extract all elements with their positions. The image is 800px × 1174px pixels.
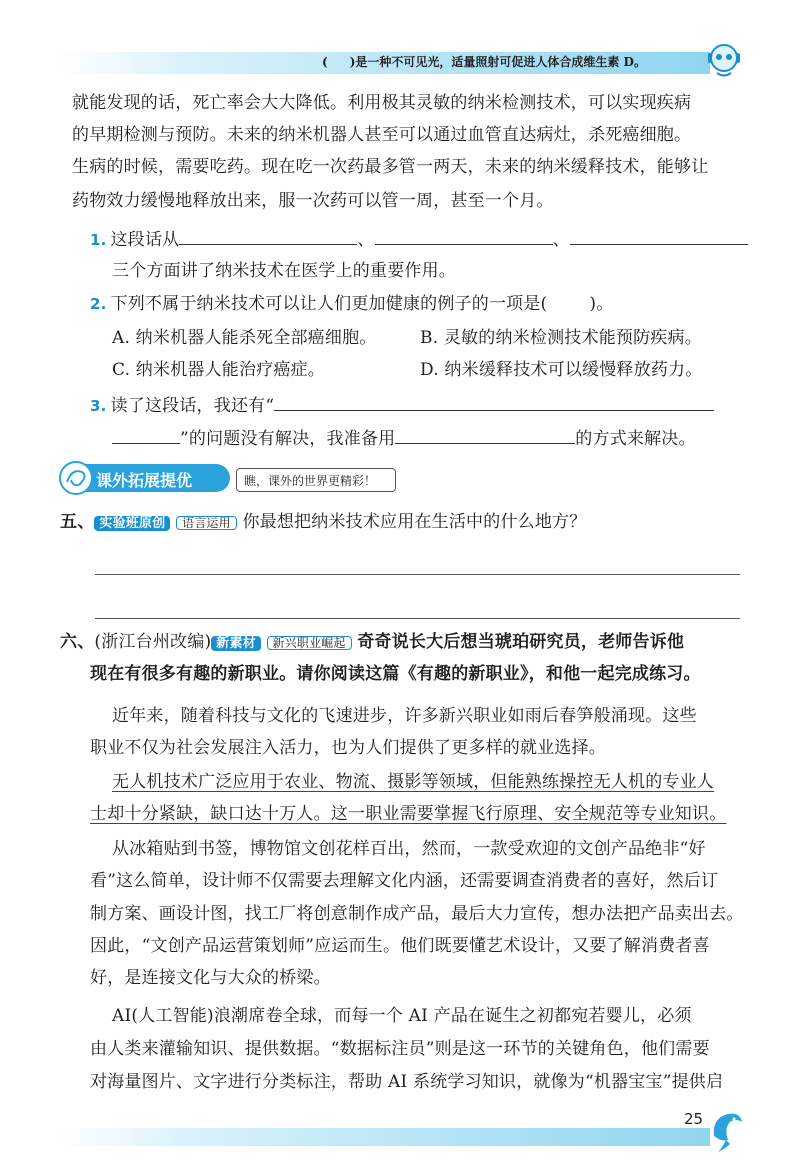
passage2-line: 好，是连接文化与大众的桥梁。 xyxy=(90,968,331,988)
section-slogan: 瞧，课外的世界更精彩！ xyxy=(244,474,377,488)
passage2-line: 看”这么简单，设计师不仅需要去理解文化内涵，还需要调查消费者的喜好，然后订 xyxy=(90,871,719,891)
dolphin-icon xyxy=(706,1106,746,1156)
option-b: B. 灵敏的纳米检测技术能预防疾病。 xyxy=(420,328,702,348)
passage2-line: 职业不仅为社会发展注入活力，也为人们提供了更多样的就业选择。 xyxy=(90,738,606,758)
badge-category: 语言运用 xyxy=(176,516,237,530)
badge-original: 实验班原创 xyxy=(94,516,170,531)
answer-blank[interactable] xyxy=(395,442,575,444)
option-a: A. 纳米机器人能杀死全部癌细胞。 xyxy=(112,328,377,348)
badge-topic: 新兴职业崛起 xyxy=(267,636,352,650)
passage2-line: 近年来，随着科技与文化的飞速进步，许多新兴职业如雨后春笋般涌现。这些 xyxy=(112,706,697,726)
answer-blank[interactable] xyxy=(274,409,714,411)
question-1-cont: 三个方面讲了纳米技术在医学上的重要作用。 xyxy=(112,261,456,281)
passage2-line: 因此，“文创产品运营策划师”应运而生。他们既要懂艺术设计，又要了解消费者喜 xyxy=(90,936,710,956)
passage1-line: 就能发现的话，死亡率会大大降低。利用极其灵敏的纳米检测技术，可以实现疾病 xyxy=(72,93,692,113)
question-3: 3. 读了这段话，我还有“ xyxy=(90,398,714,415)
question-3-cont: ”的问题没有解决，我准备用 的方式来解决。 xyxy=(112,431,696,448)
passage2-line-underlined: 无人机技术广泛应用于农业、物流、摄影等领域，但能熟练操控无人机的专业人 xyxy=(112,772,714,792)
answer-line[interactable] xyxy=(95,618,740,619)
answer-blank[interactable] xyxy=(179,243,357,245)
section-banner-title: 课外拓展提优 xyxy=(96,471,193,490)
question-1: 1. 这段话从 、 、 xyxy=(90,232,748,249)
robot-mascot-icon xyxy=(704,40,744,80)
passage2-line: 由人类来灌输知识、提供数据。“数据标注员”则是这一环节的关键角色，他们需要 xyxy=(90,1039,710,1059)
answer-line[interactable] xyxy=(95,574,740,575)
option-c: C. 纳米机器人能治疗癌症。 xyxy=(112,360,326,380)
passage2-line-underlined: 士却十分紧缺，缺口达十万人。这一职业需要掌握飞行原理、安全规范等专业知识。 xyxy=(90,804,727,824)
page-number: 25 xyxy=(684,1110,704,1128)
badge-new-material: 新素材 xyxy=(211,636,261,651)
header-tip: ( )是一种不可见光，适量照射可促进人体合成维生素 D。 xyxy=(322,55,646,69)
passage1-line: 生病的时候，需要吃药。现在吃一次药最多管一两天，未来的纳米缓释技术，能够让 xyxy=(72,157,709,177)
footer-bar xyxy=(58,1128,710,1146)
passage2-line: 对海量图片、文字进行分类标注，帮助 AI 系统学习知识，就像为“机器宝宝”提供启 xyxy=(90,1072,724,1092)
question-5: 五、 实验班原创 语言运用 你最想把纳米技术应用在生活中的什么地方？ xyxy=(60,512,587,532)
passage2-line: 从冰箱贴到书签，博物馆文创花样百出，然而，一款受欢迎的文创产品绝非“好 xyxy=(112,839,706,859)
question-2: 2. 下列不属于纳米技术可以让人们更加健康的例子的一项是( )。 xyxy=(90,294,614,314)
passage2-line: 制方案、画设计图，找工厂将创意制作成产品，最后大力宣传，想办法把产品卖出去。 xyxy=(90,904,744,924)
option-d: D. 纳米缓释技术可以缓慢释放药力。 xyxy=(420,360,703,380)
section-swirl-icon xyxy=(58,460,94,496)
question-6-intro: 现在有很多有趣的新职业。请你阅读这篇《有趣的新职业》，和他一起完成练习。 xyxy=(90,664,701,684)
passage2-line: AI(人工智能)浪潮席卷全球，而每一个 AI 产品在诞生之初都宛若婴儿，必须 xyxy=(112,1006,692,1026)
answer-blank[interactable] xyxy=(112,442,180,444)
answer-blank[interactable] xyxy=(570,243,748,245)
passage1-line: 的早期检测与预防。未来的纳米机器人甚至可以通过血管直达病灶，杀死癌细胞。 xyxy=(72,125,692,145)
question-6: 六、(浙江台州改编) 新素材 新兴职业崛起 奇奇说长大后想当琥珀研究员，老师告诉他 xyxy=(60,632,685,652)
passage1-line: 药物效力缓慢地释放出来，服一次药可以管一周，甚至一个月。 xyxy=(72,191,554,211)
answer-blank[interactable] xyxy=(375,243,553,245)
